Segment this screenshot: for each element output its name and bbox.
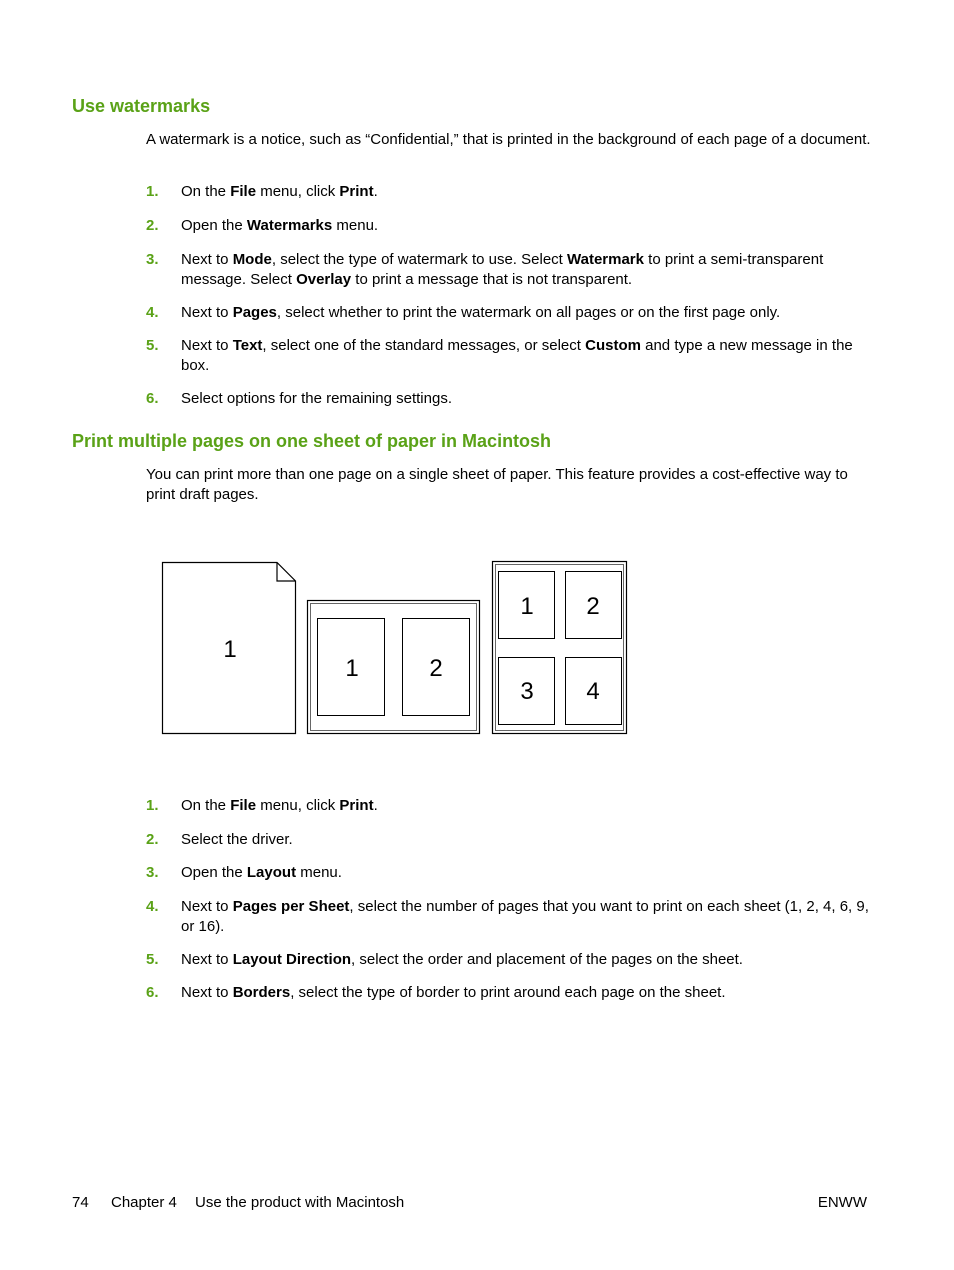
step-text-segment: menu, click bbox=[256, 797, 340, 814]
step-number: 5. bbox=[146, 951, 159, 968]
step-ui-term: Pages per Sheet bbox=[232, 898, 350, 915]
step-number: 1. bbox=[146, 797, 159, 814]
two-up-page-1: 1 bbox=[345, 655, 359, 682]
step-number: 4. bbox=[146, 304, 159, 321]
step-text bbox=[181, 983, 871, 1003]
step-text-segment: Next to bbox=[181, 251, 233, 268]
multiple-pages-intro: You can print more than one page on a single sheet of paper. This feature provides a cost-effective way to print draft pages. bbox=[146, 466, 848, 503]
numbered-step bbox=[146, 796, 871, 816]
step-text bbox=[181, 216, 871, 236]
step-text-segment: and type a new message in the box. bbox=[181, 337, 853, 374]
step-text bbox=[181, 303, 871, 323]
step-text-segment: Select options for the remaining settings. bbox=[181, 390, 452, 407]
pages-per-sheet-figure bbox=[160, 560, 630, 738]
step-text-segment: Next to bbox=[181, 951, 233, 968]
step-text bbox=[181, 863, 871, 883]
section-heading-multiple-pages: Print multiple pages on one sheet of paper in Macintosh bbox=[72, 431, 552, 451]
step-text bbox=[181, 336, 871, 375]
step-text bbox=[181, 250, 871, 289]
step-text-segment: Next to bbox=[181, 984, 233, 1001]
two-up-sheet bbox=[308, 601, 480, 734]
numbered-step bbox=[146, 950, 871, 970]
step-text-segment: Next to bbox=[181, 898, 233, 915]
step-ui-term: Print bbox=[339, 183, 374, 200]
step-text-segment: Next to bbox=[181, 304, 233, 321]
four-up-page-1: 1 bbox=[520, 593, 534, 620]
step-ui-term: Layout Direction bbox=[232, 951, 352, 968]
step-text-segment: Select the driver. bbox=[181, 831, 293, 848]
step-text bbox=[181, 182, 871, 202]
four-up-page-2: 2 bbox=[586, 593, 600, 620]
step-text bbox=[181, 950, 871, 970]
step-number: 1. bbox=[146, 183, 159, 200]
four-up-page-4: 4 bbox=[586, 678, 600, 705]
numbered-step bbox=[146, 182, 871, 202]
footer-chapter-title: Use the product with Macintosh bbox=[195, 1194, 405, 1211]
step-number: 4. bbox=[146, 898, 159, 915]
numbered-step bbox=[146, 250, 871, 289]
step-ui-term: File bbox=[230, 797, 257, 814]
step-text-segment: Next to bbox=[181, 337, 233, 354]
step-ui-term: File bbox=[230, 183, 257, 200]
step-text-segment: , select one of the standard messages, or select bbox=[262, 337, 586, 354]
step-text-segment: Open the bbox=[181, 217, 247, 234]
step-text-segment: menu, click bbox=[256, 183, 340, 200]
step-text-segment: Open the bbox=[181, 864, 247, 881]
footer-page-number: 74 bbox=[72, 1194, 89, 1211]
step-ui-term: Borders bbox=[232, 984, 291, 1001]
step-text-segment: . bbox=[373, 183, 378, 200]
step-text bbox=[181, 830, 871, 850]
step-ui-term: Custom bbox=[585, 337, 641, 354]
numbered-step bbox=[146, 830, 871, 850]
step-text-segment: On the bbox=[181, 183, 231, 200]
step-text-segment: On the bbox=[181, 797, 231, 814]
step-ui-term: Text bbox=[232, 337, 263, 354]
step-text bbox=[181, 389, 871, 409]
watermarks-intro: A watermark is a notice, such as “Confidential,” that is printed in the background of each page of a document. bbox=[146, 131, 871, 148]
section-heading-watermarks: Use watermarks bbox=[72, 96, 211, 116]
step-number: 2. bbox=[146, 217, 159, 234]
step-text-segment: , select whether to print the watermark on all pages or on the first page only. bbox=[276, 304, 781, 321]
step-text-segment: , select the order and placement of the pages on the sheet. bbox=[351, 951, 743, 968]
step-ui-term: Pages bbox=[232, 304, 277, 321]
numbered-step bbox=[146, 389, 871, 409]
step-number: 2. bbox=[146, 831, 159, 848]
numbered-step bbox=[146, 983, 871, 1003]
step-number: 6. bbox=[146, 390, 159, 407]
four-up-page-3: 3 bbox=[520, 678, 534, 705]
step-ui-term: Overlay bbox=[296, 270, 352, 288]
numbered-step bbox=[146, 336, 871, 375]
step-text-segment: , select the type of border to print around each page on the sheet. bbox=[290, 984, 726, 1001]
step-text-segment: , select the number of pages that you want to print on each sheet (1, 2, 4, 6, 9, or 16). bbox=[181, 898, 869, 935]
step-number: 3. bbox=[146, 251, 159, 268]
step-text-segment: , select the type of watermark to use. Select bbox=[271, 251, 567, 268]
step-text bbox=[181, 796, 871, 816]
step-ui-term: Mode bbox=[232, 251, 272, 268]
footer-enww: ENWW bbox=[817, 1194, 867, 1211]
step-text bbox=[181, 897, 871, 936]
footer-chapter: Chapter 4 bbox=[111, 1194, 177, 1211]
step-number: 6. bbox=[146, 984, 159, 1001]
step-ui-term: Watermark bbox=[567, 251, 644, 268]
step-text-segment: to print a message that is not transparent. bbox=[351, 270, 633, 288]
step-ui-term: Print bbox=[339, 797, 374, 814]
four-up-sheet bbox=[493, 562, 627, 734]
single-page-number: 1 bbox=[223, 636, 237, 663]
pages-per-sheet-illustration bbox=[160, 560, 630, 738]
step-number: 5. bbox=[146, 337, 159, 354]
numbered-step bbox=[146, 303, 871, 323]
step-ui-term: Layout bbox=[246, 864, 297, 881]
step-text-segment: menu. bbox=[332, 217, 379, 234]
step-text-segment: to print a semi-transparent message. Select bbox=[181, 251, 824, 288]
numbered-step bbox=[146, 863, 871, 883]
numbered-step bbox=[146, 216, 871, 236]
step-text-segment: menu. bbox=[296, 864, 342, 881]
two-up-page-2: 2 bbox=[429, 655, 443, 682]
step-number: 3. bbox=[146, 864, 159, 881]
step-ui-term: Watermarks bbox=[246, 217, 333, 234]
numbered-step bbox=[146, 897, 871, 936]
step-text-segment: . bbox=[373, 797, 378, 814]
